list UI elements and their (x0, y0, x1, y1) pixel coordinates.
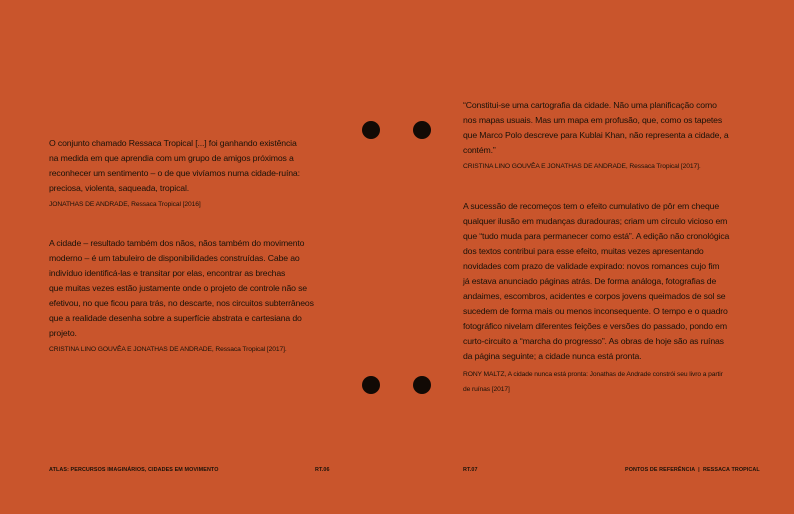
footer-section-title: PONTOS DE REFERÊNCIA | RESSACA TROPICAL (625, 467, 760, 473)
quote-text: A sucessão de recomeços tem o efeito cumulativo de pôr em cheque qualquer ilusão em mudanças duradouras; criam um círculo vicioso em que “tudo muda para permanecer como está”. A edição não cronológica dos textos contribui para esse efeito, muitas vezes apresentando novidades com prazo de validade expirado: novos romances cujo fim já estava anunciado páginas atrás. De forma análoga, fotografias de andaimes, escombros, acidentes e corpos jovens queimados de sol se sucedem de forma mais ou menos inconsequente. O tempo e o quadro fotográfico nivelam diferentes feições e versões do passado, pondo em curto-circuito a “marcha do progresso”. As obras de hoje são as ruínas da página seguinte; a cidade nunca está pronta. (463, 201, 730, 361)
left-quote-1 (49, 136, 300, 210)
quote-text: O conjunto chamado Ressaca Tropical [...] foi ganhando existência na medida em que aprendia com um grupo de amigos próximos a reconhecer um sentimento – o de que vivíamos numa cidade-ruína: preciosa, violenta, saqueada, tropical. (49, 138, 300, 193)
quote-citation (463, 161, 729, 172)
quote-text: “Constitui-se uma cartografia da cidade. Não uma planificação como nos mapas usuais. Mas um mapa em profusão, que, como os tapetes que Marco Polo descreve para Kublai Khan, não representa a cidade, a contém.” (463, 100, 729, 155)
quote-text: A cidade – resultado também dos nãos, nãos também do movimento moderno – é um tabuleiro de disponibilidades construídas. Cabe ao indivíduo identificá-las e transitar por elas, encontrar as brechas que muitas vezes estão justamente onde o projeto de controle não se efetivou, no que ficou para trás, no descarte, nos circuitos subterrâneos que a realidade desenha sobre a superfície abstrata e cartesiana do projeto. (49, 238, 314, 338)
citation-author: CRISTINA LINO GOUVÊA E JONATHAS DE ANDRADE, (49, 346, 214, 353)
citation-source: Ressaca Tropical [2016] (129, 201, 201, 208)
citation-source: Ressaca Tropical [2017]. (627, 163, 701, 170)
left-quote-2 (49, 236, 314, 355)
quote-citation: RONY MALTZ, A cidade nunca está pronta: Jonathas de Andrade constrói seu livro a partir de ruínas [2017] (463, 371, 723, 393)
page-number-left: RT.06 (315, 467, 330, 473)
citation-source: Ressaca Tropical [2017]. (213, 346, 287, 353)
right-page (397, 0, 794, 514)
citation-author: CRISTINA LINO GOUVÊA E JONATHAS DE ANDRADE, (463, 163, 628, 170)
citation-author: JONATHAS DE ANDRADE, (49, 201, 130, 208)
right-quote-1 (463, 98, 729, 172)
page-number-right: RT.07 (463, 467, 478, 473)
footer-book-title: ATLAS: PERCURSOS IMAGINÁRIOS, CIDADES EM MOVIMENTO (49, 467, 219, 473)
quote-citation (49, 344, 314, 355)
right-quote-2 (463, 199, 729, 397)
quote-citation (49, 199, 300, 210)
